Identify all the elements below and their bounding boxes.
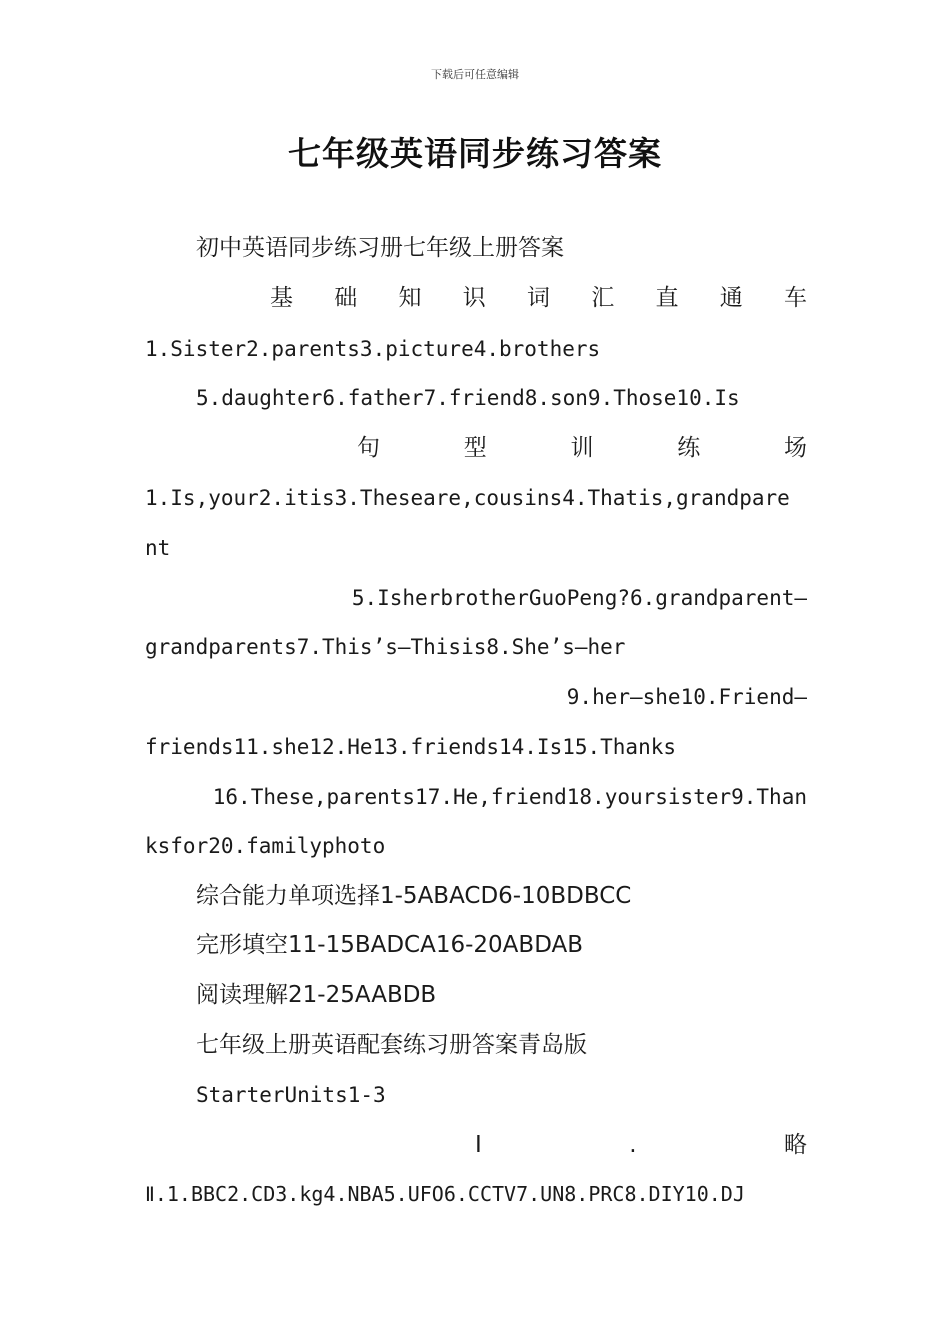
pattern-answers-3-cont: friends11.she12.He13.friends14.Is15.Thanks xyxy=(145,735,677,759)
heading-char: 基 xyxy=(270,285,293,311)
heading-char: 型 xyxy=(463,435,487,461)
section-title-1: 初中英语同步练习册七年级上册答案 xyxy=(196,235,564,261)
pattern-answers-2: 5.IsherbrotherGuoPeng?6.grandparent— xyxy=(351,586,807,610)
period: . xyxy=(629,1132,637,1158)
heading-char: 练 xyxy=(677,435,701,461)
page-title: 七年级英语同步练习答案 xyxy=(288,134,662,173)
pattern-heading xyxy=(357,431,807,465)
omitted-text: 略 xyxy=(783,1132,807,1158)
vocab-answers-2: 5.daughter6.father7.friend8.son9.Those10.Is xyxy=(196,386,740,410)
pattern-answers-1-cont: nt xyxy=(145,536,171,560)
part-1 xyxy=(475,1128,807,1162)
heading-char: 汇 xyxy=(591,285,615,311)
section-title-2: 七年级上册英语配套练习册答案青岛版 xyxy=(196,1032,587,1058)
pattern-answers-3: 9.her—she10.Friend— xyxy=(566,685,807,709)
roman-numeral: Ⅰ xyxy=(475,1132,482,1158)
cloze-answers: 完形填空11-15BADCA16-20ABDAB xyxy=(196,932,584,958)
vocab-heading xyxy=(270,281,807,315)
heading-char: 通 xyxy=(719,285,743,311)
heading-char: 句 xyxy=(357,435,380,461)
comprehensive-answers: 综合能力单项选择1-5ABACD6-10BDBCC xyxy=(196,883,632,909)
heading-char: 知 xyxy=(398,285,422,311)
pattern-answers-1: 1.Is,your2.itis3.Theseare,cousins4.Thatis,grandpare xyxy=(145,486,790,510)
pattern-answers-4: 16.These,parents17.He,friend18.yoursister9.Than xyxy=(212,785,807,809)
heading-char: 词 xyxy=(527,285,550,311)
heading-char: 训 xyxy=(570,435,594,461)
vocab-answers-1: 1.Sister2.parents3.picture4.brothers xyxy=(145,337,601,361)
heading-char: 识 xyxy=(462,285,486,311)
heading-char: 础 xyxy=(334,285,358,311)
heading-char: 直 xyxy=(655,285,679,311)
page-header: 下载后可任意编辑 xyxy=(431,68,519,81)
starter-units: StarterUnits1-3 xyxy=(196,1083,386,1107)
reading-answers: 阅读理解21-25AABDB xyxy=(196,982,437,1008)
part-2-answers: Ⅱ.1.BBC2.CD3.kg4.NBA5.UFO6.CCTV7.UN8.PRC8.DIY10.DJ xyxy=(145,1182,745,1206)
pattern-answers-4-cont: ksfor20.familyphoto xyxy=(145,834,386,858)
pattern-answers-2-cont: grandparents7.This’s—Thisis8.She’s—her xyxy=(145,635,626,659)
heading-char: 车 xyxy=(784,285,807,311)
heading-char: 场 xyxy=(784,435,807,461)
